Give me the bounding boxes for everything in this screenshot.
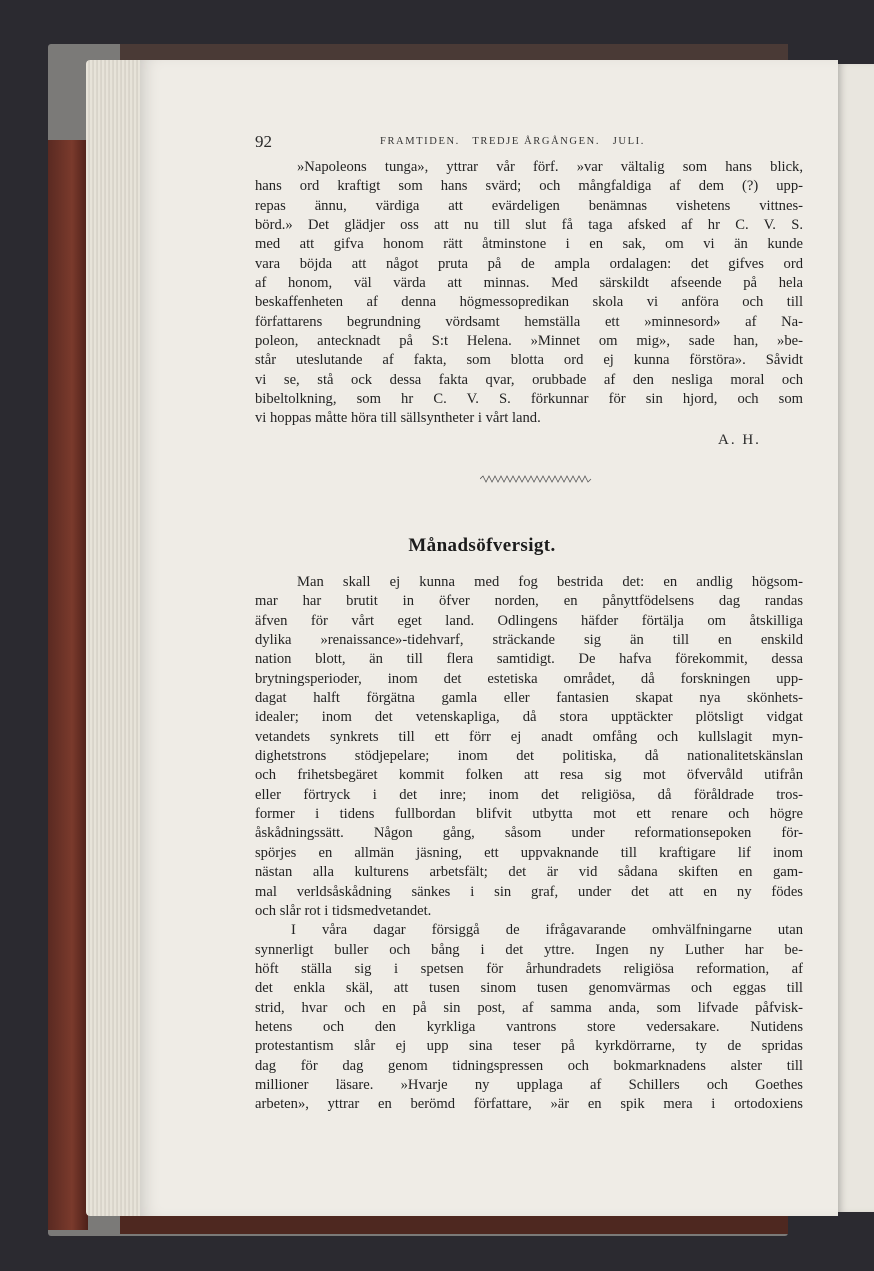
text-line: dighetstrons stödjepelare; inom det politiska, då nationalitetskänslan: [255, 748, 803, 765]
text-line: idealer; inom det vetenskapliga, då stora upptäckter plötsligt vidgat: [255, 709, 803, 726]
text-line: författarens begrundning vördsamt hemställa ett »minnesord» af Na-: [255, 313, 803, 330]
text-line: spörjes en allmän jäsning, ett uppvaknande till kraftigare lif inom: [255, 844, 803, 861]
text-line: dylika »renaissance»-tidehvarf, sträckande sig än till en enskild: [255, 632, 803, 649]
text-line: med att gifva honom rätt åtminstone i en sak, om vi än kunde: [255, 236, 803, 253]
review-text: [255, 158, 803, 429]
monthly-review-text: [255, 573, 803, 1115]
text-line: beskaffenheten af denna högmessopredikan skola vi anföra och till: [255, 294, 803, 311]
text-line: bibeltolkning, som hr C. V. S. förkunnar för sin hjord, och som: [255, 391, 803, 408]
text-line: former i tidens fullbordan blifvit utbytta mot ett renare och högre: [255, 806, 803, 823]
text-line: poleon, antecknadt på S:t Helena. »Minnet om mig», sade han, »be-: [255, 333, 803, 350]
text-line: nästan alla kulturens arbetsfält; det är vid sådana skiften en gam-: [255, 864, 803, 881]
text-line: brytningsperioder, inom det estetiska området, då forskningen upp-: [255, 670, 803, 687]
text-line: vi hoppas måtte höra till sällsyntheter i vårt land.: [255, 410, 541, 427]
text-line: börd.» Det glädjer oss att nu till slut få taga afsked af hr C. V. S.: [255, 217, 803, 234]
text-line: millioner läsare. »Hvarje ny upplaga af Schillers och Goethes: [255, 1076, 803, 1093]
section-heading-text: Månadsöfversigt.: [408, 535, 556, 556]
text-line: hetens och den kyrkliga vantrons store vedersakare. Nutidens: [255, 1018, 803, 1035]
text-line: »Napoleons tunga», yttrar vår förf. »var vältalig som hans blick,: [297, 159, 803, 175]
text-line: dag för dag genom tidningspressen och bokmarknadens alster till: [255, 1057, 803, 1074]
text-line: synnerligt buller och bång i det yttre. Ingen ny Luther har be-: [255, 941, 803, 958]
text-line: höft ställa sig i spetsen för århundradets religiösa reformation, af: [255, 960, 803, 977]
page-number: 92: [255, 132, 272, 151]
text-line: Man skall ej kunna med fog bestrida det: en andlig högsom-: [297, 574, 803, 590]
text-line: vetandets synkrets till ett förr ej anadt omfång och kullslagit myn-: [255, 728, 803, 745]
author-signature: A. H.: [718, 432, 761, 448]
text-line: strid, hvar och en på sin post, af samma anda, som lifvade påfvisk-: [255, 999, 803, 1016]
text-line: mal verldsåskådning sänkes i sin graf, under det att en ny födes: [255, 883, 803, 900]
divider-ornament: [480, 474, 592, 484]
next-page-edge: [838, 64, 874, 1212]
text-line: dagat halft förgätna gamla eller fantasien skapat nya skönhets-: [255, 690, 803, 707]
running-header: FRAMTIDEN. TREDJE ÅRGÅNGEN. JULI.: [380, 136, 645, 147]
section-heading: [0, 535, 874, 557]
text-line: mar har brutit in öfver norden, en pånyttfödelsens dag randas: [255, 593, 803, 610]
text-line: I våra dagar försiggå de ifrågavarande omhvälfningarne utan: [291, 922, 803, 939]
text-line: och frihetsbegäret kommit folken att resa sig mot öfvervåld utifrån: [255, 767, 803, 784]
text-line: hans ord kraftigt som hans svärd; och mångfaldiga af dem (?) upp-: [255, 178, 803, 195]
text-line: repas ännu, värdiga att evärdeligen benämnas vishetens vittnes-: [255, 197, 803, 214]
text-line: äfven för vårt eget land. Odlingens häfder förtälja om åtskilliga: [255, 612, 803, 629]
text-line: vi se, stå ock dessa fakta qvar, orubbade af den nesliga moral och: [255, 371, 803, 388]
text-line: protestantism slår ej upp sina teser på kyrkdörrarne, ty de spridas: [255, 1038, 803, 1055]
text-line: nation blott, än till flera samtidigt. De hafva förekommit, dessa: [255, 651, 803, 668]
book-spine: [48, 140, 88, 1230]
text-line: åskådningssätt. Någon gång, såsom under reformationsepoken för-: [255, 825, 803, 842]
text-line: arbeten», yttrar en berömd författare, »är en spik mera i ortodoxiens: [255, 1096, 803, 1113]
text-line: står uteslutande af fakta, som blotta ord ej kunna förstöra». Såvidt: [255, 352, 803, 369]
text-line: och slår rot i tidsmedvetandet.: [255, 902, 432, 919]
text-line: eller förtryck i det inre; inom det religiösa, då föråldrade tros-: [255, 786, 803, 803]
text-line: det enkla skäl, att tusen sinom tusen genomvärmas och eggas till: [255, 980, 803, 997]
text-line: af honom, väl värda att minnas. Med särskildt afseende på hela: [255, 275, 803, 292]
text-line: vara böjda att något pruta på de ampla ordalagen: det gifves ord: [255, 255, 803, 272]
